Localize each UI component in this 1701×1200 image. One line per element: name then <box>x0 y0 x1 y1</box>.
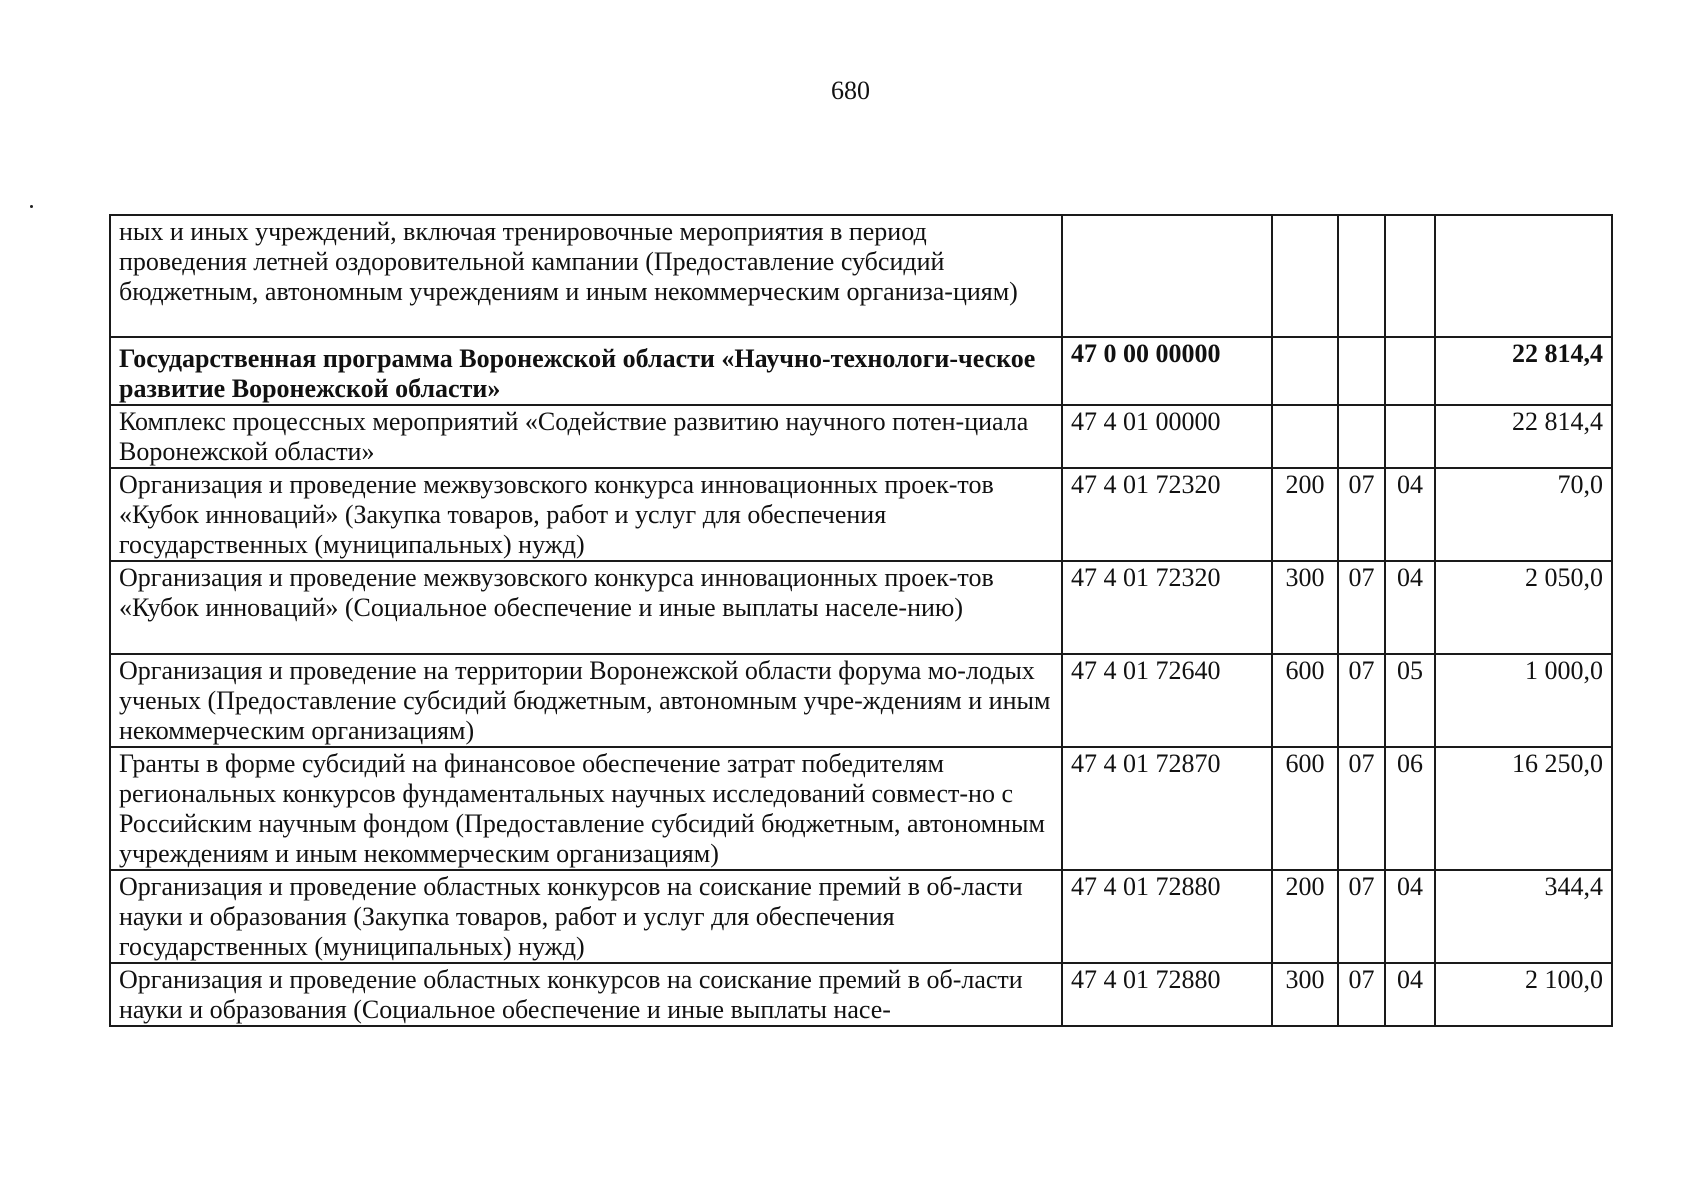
table-row <box>110 747 1612 870</box>
row-pr-cell: 04 <box>1385 561 1435 654</box>
table-row <box>110 654 1612 747</box>
row-rz-cell: 07 <box>1338 963 1385 1026</box>
row-csr-cell: 47 0 00 00000 <box>1062 337 1272 405</box>
row-sum-cell: 2 050,0 <box>1435 561 1612 654</box>
row-pr-cell: 04 <box>1385 963 1435 1026</box>
table-row <box>110 215 1612 337</box>
row-pr-cell: 06 <box>1385 747 1435 870</box>
row-sum-cell: 22 814,4 <box>1435 405 1612 468</box>
row-rz-cell: 07 <box>1338 870 1385 963</box>
row-sum-cell <box>1435 215 1612 337</box>
row-sum-cell: 2 100,0 <box>1435 963 1612 1026</box>
row-name-cell: Организация и проведение на территории Воронежской области форума мо-лодых ученых (Предоставление субсидий бюджетным, автономным учре-ждениям и иным некоммерческим организациям) <box>110 654 1062 747</box>
scan-artifact-dot <box>30 205 33 208</box>
row-name-cell: Организация и проведение межвузовского конкурса инновационных проек-тов «Кубок инноваций» (Социальное обеспечение и иные выплаты населе-нию) <box>110 561 1062 654</box>
row-pr-cell: 05 <box>1385 654 1435 747</box>
row-pr-cell <box>1385 405 1435 468</box>
row-name-cell: Организация и проведение областных конкурсов на соискание премий в об-ласти науки и образования (Закупка товаров, работ и услуг для обеспечения государственных (муниципальных) нужд) <box>110 870 1062 963</box>
row-csr-cell: 47 4 01 00000 <box>1062 405 1272 468</box>
budget-table-body <box>110 215 1612 1026</box>
row-name-cell: Государственная программа Воронежской области «Научно-технологи-ческое развитие Воронежской области» <box>110 337 1062 405</box>
row-sum-cell: 1 000,0 <box>1435 654 1612 747</box>
row-rz-cell <box>1338 215 1385 337</box>
row-vr-cell: 300 <box>1272 561 1338 654</box>
row-rz-cell: 07 <box>1338 654 1385 747</box>
row-csr-cell: 47 4 01 72320 <box>1062 561 1272 654</box>
row-vr-cell: 200 <box>1272 870 1338 963</box>
row-vr-cell: 200 <box>1272 468 1338 561</box>
table-row <box>110 405 1612 468</box>
row-name-cell: Гранты в форме субсидий на финансовое обеспечение затрат победителям региональных конкурсов фундаментальных научных исследований совмест-но с Российским научным фондом (Предоставление субсидий бюджетным, автономным учреждениям и иным некоммерческим организациям) <box>110 747 1062 870</box>
row-csr-cell: 47 4 01 72870 <box>1062 747 1272 870</box>
row-rz-cell: 07 <box>1338 468 1385 561</box>
table-row <box>110 337 1612 405</box>
row-vr-cell <box>1272 405 1338 468</box>
row-sum-cell: 70,0 <box>1435 468 1612 561</box>
row-pr-cell: 04 <box>1385 870 1435 963</box>
row-vr-cell: 300 <box>1272 963 1338 1026</box>
row-vr-cell <box>1272 337 1338 405</box>
row-pr-cell: 04 <box>1385 468 1435 561</box>
row-rz-cell: 07 <box>1338 561 1385 654</box>
row-sum-cell: 16 250,0 <box>1435 747 1612 870</box>
row-csr-cell: 47 4 01 72320 <box>1062 468 1272 561</box>
row-vr-cell <box>1272 215 1338 337</box>
row-sum-cell: 344,4 <box>1435 870 1612 963</box>
row-rz-cell <box>1338 405 1385 468</box>
row-rz-cell <box>1338 337 1385 405</box>
row-pr-cell <box>1385 215 1435 337</box>
row-name-cell: ных и иных учреждений, включая тренировочные мероприятия в период проведения летней оздоровительной кампании (Предоставление субсидий бюджетным, автономным учреждениям и иным некоммерческим организа-циям) <box>110 215 1062 337</box>
page-number: 680 <box>831 76 870 105</box>
row-csr-cell: 47 4 01 72880 <box>1062 963 1272 1026</box>
row-vr-cell: 600 <box>1272 654 1338 747</box>
table-row <box>110 468 1612 561</box>
row-name-cell: Организация и проведение межвузовского конкурса инновационных проек-тов «Кубок инноваций» (Закупка товаров, работ и услуг для обеспечения государственных (муниципальных) нужд) <box>110 468 1062 561</box>
table-row <box>110 963 1612 1026</box>
row-rz-cell: 07 <box>1338 747 1385 870</box>
row-name-cell: Комплекс процессных мероприятий «Содействие развитию научного потен-циала Воронежской области» <box>110 405 1062 468</box>
row-vr-cell: 600 <box>1272 747 1338 870</box>
row-csr-cell: 47 4 01 72640 <box>1062 654 1272 747</box>
row-csr-cell: 47 4 01 72880 <box>1062 870 1272 963</box>
row-sum-cell: 22 814,4 <box>1435 337 1612 405</box>
budget-table <box>109 214 1613 1027</box>
row-pr-cell <box>1385 337 1435 405</box>
table-row <box>110 870 1612 963</box>
row-name-cell: Организация и проведение областных конкурсов на соискание премий в об-ласти науки и образования (Социальное обеспечение и иные выплаты насе- <box>110 963 1062 1026</box>
row-csr-cell <box>1062 215 1272 337</box>
table-row <box>110 561 1612 654</box>
